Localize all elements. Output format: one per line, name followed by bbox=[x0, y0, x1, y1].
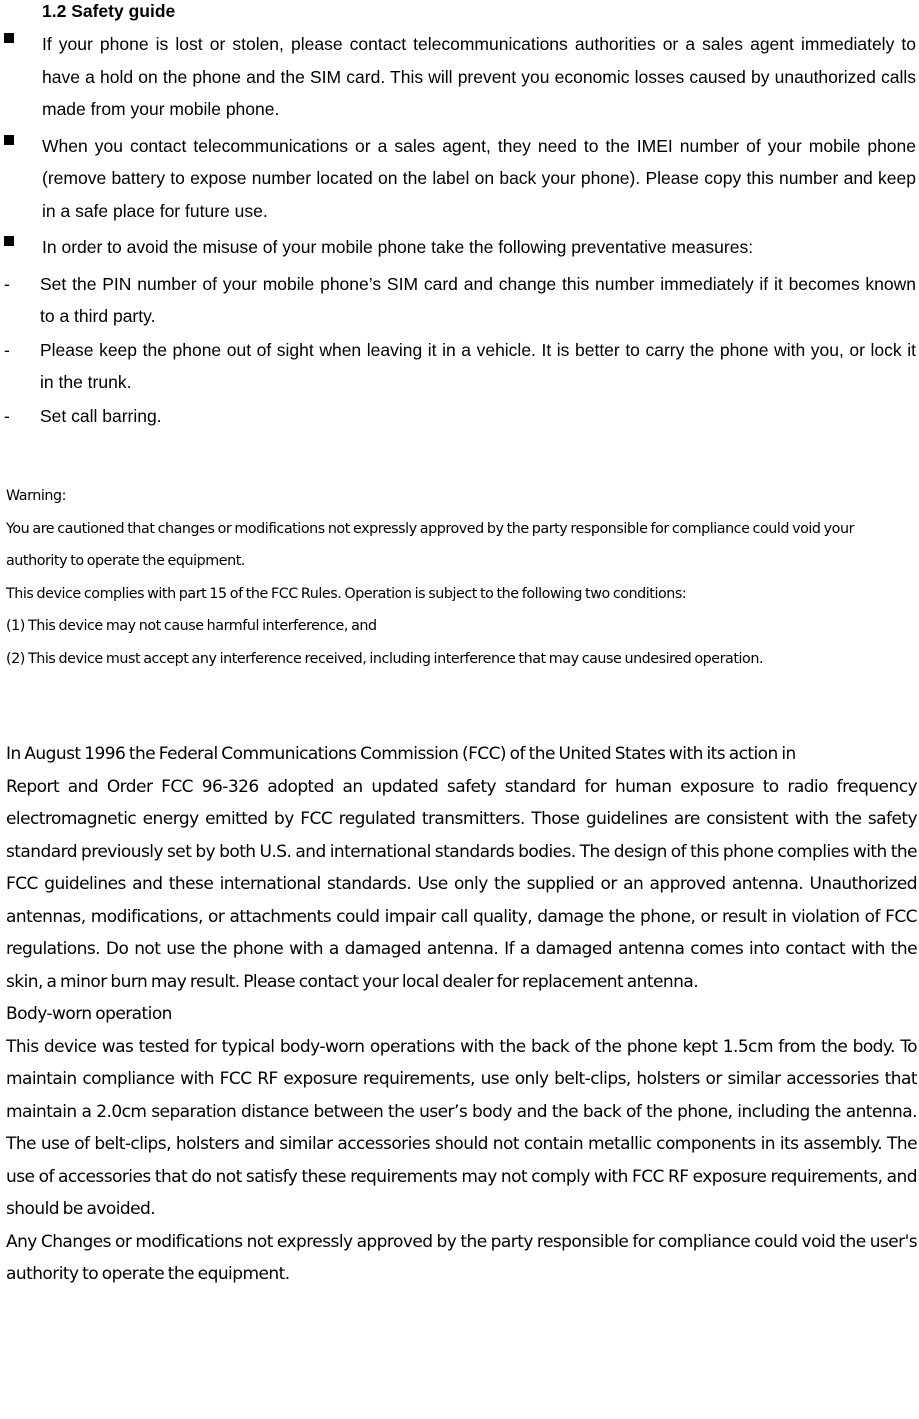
dash-marker: - bbox=[4, 273, 10, 294]
fcc-compliance-paragraph: This device complies with part 15 of the FCC Rules. Operation is subject to the following two conditions: bbox=[6, 585, 687, 602]
square-bullet-icon bbox=[4, 135, 14, 145]
square-bullet-icon bbox=[4, 33, 14, 43]
rf-exposure-section bbox=[6, 738, 917, 1291]
dash-text: Set call barring. bbox=[40, 405, 162, 426]
safety-guide-list bbox=[0, 28, 919, 433]
changes-paragraph: Any Changes or modifications not expressly approved by the party responsible for compliance could void the user's authority to operate the equipment. bbox=[6, 1231, 917, 1284]
condition-2: (2) This device must accept any interference received, including interference that may cause undesired operation. bbox=[6, 650, 764, 667]
dash-item bbox=[0, 400, 919, 433]
dash-text: Please keep the phone out of sight when leaving it in a vehicle. It is better to carry the phone with you, or lock it in the trunk. bbox=[40, 339, 916, 392]
condition-1: (1) This device may not cause harmful interference, and bbox=[6, 618, 377, 634]
bullet-text: In order to avoid the misuse of your mobile phone take the following preventative measures: bbox=[42, 237, 754, 257]
body-worn-heading: Body-worn operation bbox=[6, 1004, 172, 1024]
bullet-item bbox=[0, 130, 919, 228]
dash-item bbox=[0, 268, 919, 333]
bullet-text: If your phone is lost or stolen, please contact telecommunications authorities or a sales agent immediately to have a hold on the phone and the SIM card. This will prevent you economic losses caused by unauthorized calls made from your mobile phone. bbox=[42, 34, 916, 119]
square-bullet-icon bbox=[4, 236, 14, 246]
body-worn-paragraph: This device was tested for typical body-worn operations with the back of the phone kept 1.5cm from the body. To maintain compliance with FCC RF exposure requirements, use only belt-clips, holsters or similar accessories that maintain a 2.0cm separation distance between the user’s body and the back of the phone, including the antenna. The use of belt-clips, holsters and similar accessories should not contain metallic components in its assembly. The use of accessories that do not satisfy these requirements may not comply with FCC RF exposure requirements, and should be avoided. bbox=[6, 1036, 917, 1219]
warning-heading: Warning: bbox=[6, 488, 66, 504]
dash-marker: - bbox=[4, 339, 10, 360]
warning-paragraph: You are cautioned that changes or modifications not expressly approved by the party responsible for compliance could void your authority to operate the equipment. bbox=[6, 520, 854, 569]
bullet-item bbox=[0, 231, 919, 264]
dash-marker: - bbox=[4, 405, 10, 426]
warning-section bbox=[6, 480, 916, 675]
fcc-history-paragraph: In August 1996 the Federal Communications Commission (FCC) of the United States with its action in bbox=[6, 744, 796, 764]
bullet-item bbox=[0, 28, 919, 126]
dash-item bbox=[0, 334, 919, 399]
bullet-text: When you contact telecommunications or a sales agent, they need to the IMEI number of your mobile phone (remove battery to expose number located on the label on back your phone). Please copy this number and keep in a safe place for future use. bbox=[42, 135, 916, 221]
section-title: 1.2 Safety guide bbox=[42, 1, 176, 21]
rf-standard-paragraph: Report and Order FCC 96-326 adopted an updated safety standard for human exposure to radio frequency electromagnetic energy emitted by FCC regulated transmitters. Those guidelines are consistent with the safety standard previously set by both U.S. and international standards bodies. The design of this phone complies with the FCC guidelines and these international standards. Use only the supplied or an approved antenna. Unauthorized antennas, modifications, or attachments could impair call quality, damage the phone, or result in violation of FCC regulations. Do not use the phone with a damaged antenna. If a damaged antenna comes into contact with the skin, a minor burn may result. Please contact your local dealer for replacement antenna. bbox=[6, 776, 917, 992]
dash-text: Set the PIN number of your mobile phone’s SIM card and change this number immediately if it becomes known to a third party. bbox=[40, 273, 916, 326]
